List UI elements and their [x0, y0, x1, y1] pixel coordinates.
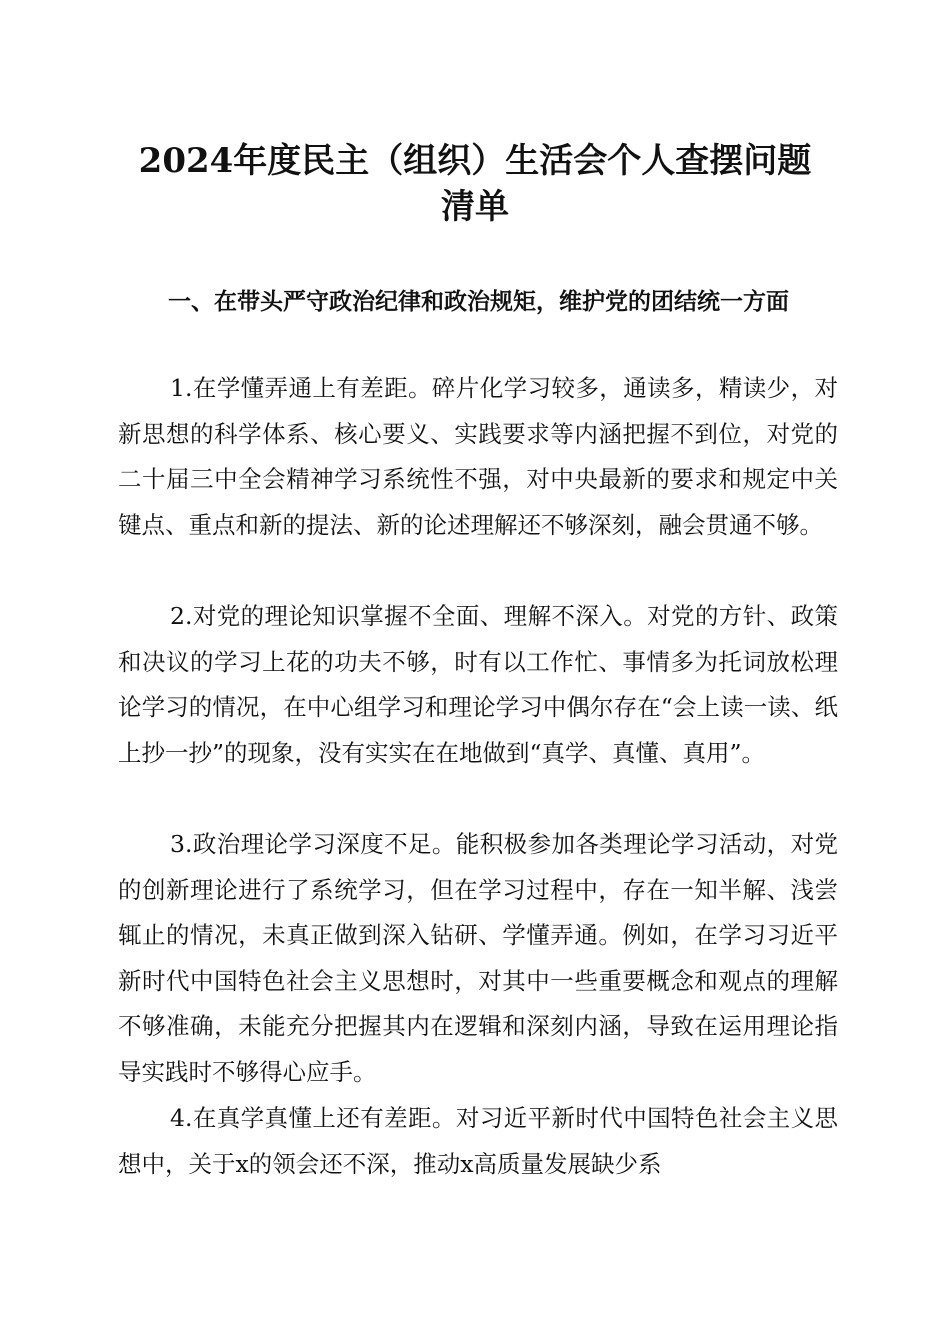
- section-heading-1: 一、在带头严守政治纪律和政治规矩，维护党的团结统一方面: [168, 289, 789, 315]
- paragraph-4: 4.在真学真懂上还有差距。对习近平新时代中国特色社会主义思想中，关于x的领会还不深，推动x高质量发展缺少系: [118, 1104, 838, 1178]
- document-title-line-1: 2024年度民主（组织）生活会个人查摆问题: [138, 141, 812, 181]
- paragraph-3: 3.政治理论学习深度不足。能积极参加各类理论学习活动，对党的创新理论进行了系统学习，但在学习过程中，存在一知半解、浅尝辄止的情况，未真正做到深入钻研、学懂弄通。例如，在学习习近平新时代中国特色社会主义思想时，对其中一些重要概念和观点的理解不够准确，未能充分把握其内在逻辑和深刻内涵，导致在运用理论指导实践时不够得心应手。: [118, 830, 838, 1086]
- paragraph-1: 1.在学懂弄通上有差距。碎片化学习较多，通读多，精读少，对新思想的科学体系、核心要义、实践要求等内涵把握不到位，对党的二十届三中全会精神学习系统性不强，对中央最新的要求和规定中关键点、重点和新的提法、新的论述理解还不够深刻，融会贯通不够。: [118, 374, 838, 539]
- document-title-line-2: 清单: [441, 187, 509, 227]
- paragraph-2: 2.对党的理论知识掌握不全面、理解不深入。对党的方针、政策和决议的学习上花的功夫不够，时有以工作忙、事情多为托词放松理论学习的情况，在中心组学习和理论学习中偶尔存在“会上读一读、纸上抄一抄”的现象，没有实实在在地做到“真学、真懂、真用”。: [118, 602, 838, 767]
